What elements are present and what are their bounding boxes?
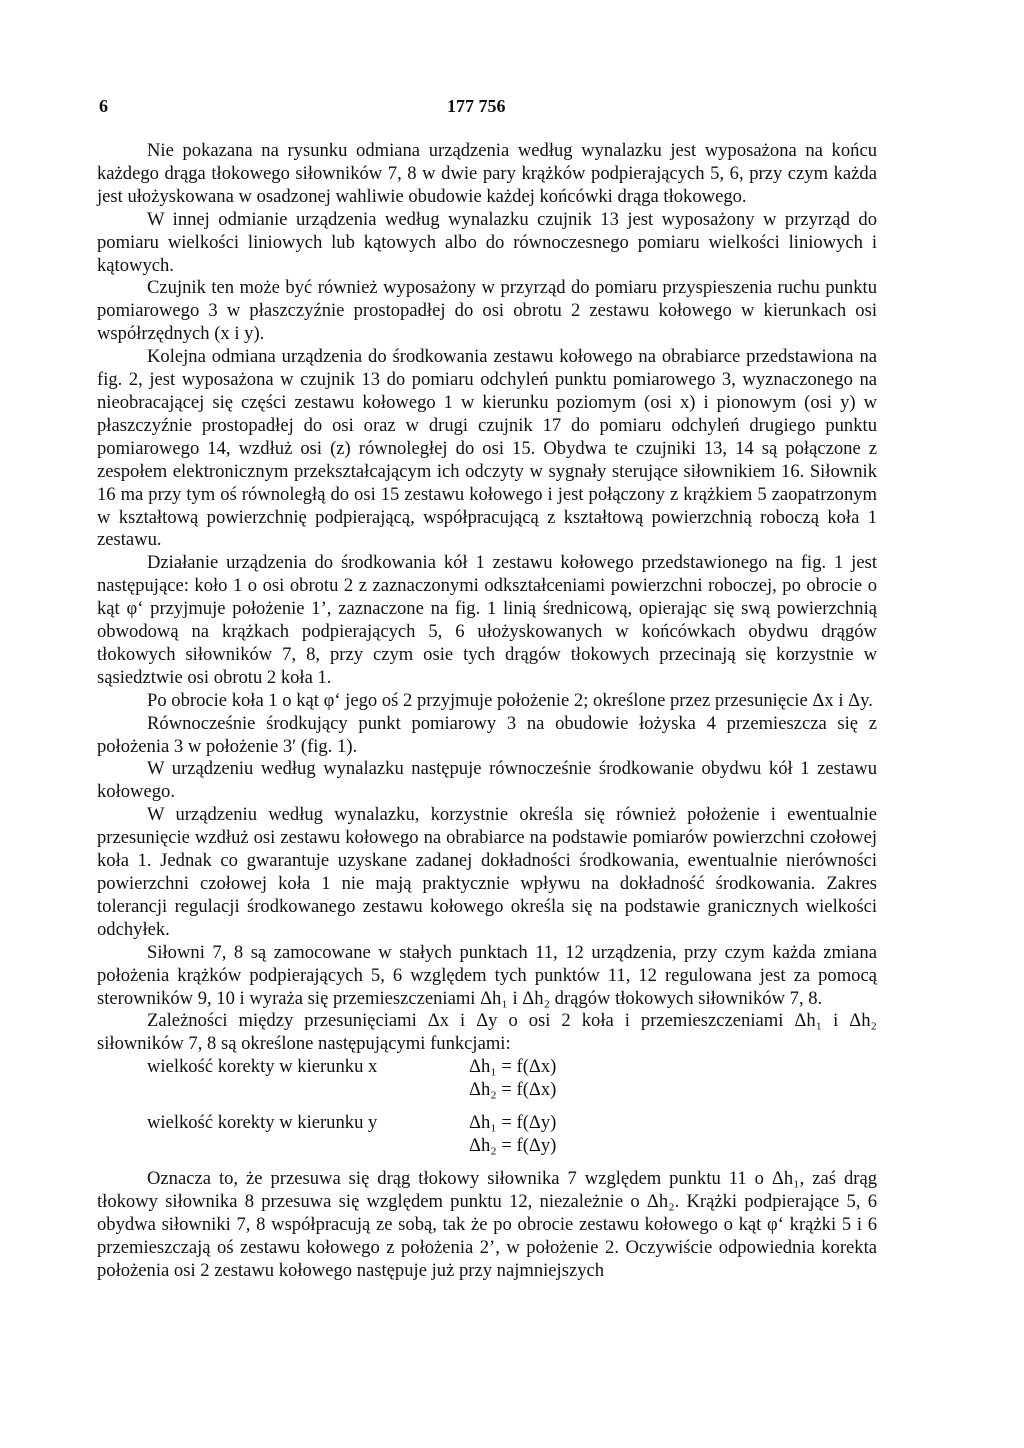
patent-number: 177 756 [447,96,506,116]
formula-expressions-x [469,1056,556,1102]
formula-expression: Δh₂ = f(Δx) [469,1079,557,1101]
paragraph: Zależności między przesunięciami Δx i Δy o osi 2 koła i przemieszczeniami Δh₁ i Δh₂ siłowników 7, 8 są określone następującymi funkcjami: [97,1010,877,1055]
paragraph: Czujnik ten może być również wyposażony w przyrząd do pomiaru przyspieszenia ruchu punktu pomiarowego 3 w płaszczyźnie prostopadłej do osi obrotu 2 zestawu kołowego w kierunkach osi współrzędnych (x i y). [97,277,877,345]
paragraph: W urządzeniu według wynalazku, korzystnie określa się również położenie i ewentualnie przesunięcie wzdłuż osi zestawu kołowego na obrabiarce na podstawie pomiarów powierzchni czołowej koła 1. Jednak co gwarantuje uzyskane zadanej dokładności środkowania, ewentualnie nierówności powierzchni czołowej koła 1 nie mają praktycznie wpływu na dokładność środkowania. Zakres tolerancji regulacji środkowanego zestawu kołowego określa się na podstawie granicznych wielkości odchyłek. [97,804,877,940]
paragraph: Nie pokazana na rysunku odmiana urządzenia według wynalazku jest wyposażona na końcu każdego drąga tłokowego siłowników 7, 8 w dwie pary krążków podpierających 5, 6, przy czym każda jest ułożyskowana w osadzonej wahliwie obudowie każdej końcówki drąga tłokowego. [97,140,877,207]
formula-label-y: wielkość korekty w kierunku y [147,1112,378,1134]
paragraph: Kolejna odmiana urządzenia do środkowania zestawu kołowego na obrabiarce przedstawiona na fig. 2, jest wyposażona w czujnik 13 do pomiaru odchyleń punktu pomiarowego 3, wyznaczonego na nieobracającej się części zestawu kołowego 1 w kierunku poziomym (osi x) i pionowym (osi y) w płaszczyźnie prostopadłej do osi oraz w drugi czujnik 17 do pomiaru odchyleń drugiego punktu pomiarowego 14, wzdłuż osi (z) równoległej do osi 15. Obydwa te czujniki 13, 14 są połączone z zespołem elektronicznym przekształcającym ich odczyty w sygnały sterujące siłownikiem 16. Siłownik 16 ma przy tym oś równoległą do osi 15 zestawu kołowego i jest połączony z krążkiem 5 zaopatrzonym w kształtową powierzchnię podpierającą, współpracującą z kształtową powierzchnią roboczą koła 1 zestawu. [97,346,877,551]
paragraph: Równocześnie środkujący punkt pomiarowy 3 na obudowie łożyska 4 przemieszcza się z położenia 3 w położenie 3′ (fig. 1). [97,712,877,757]
formula-expression: Δh₁ = f(Δy) [469,1112,557,1134]
page-number: 6 [99,96,108,116]
paragraph: Siłowni 7, 8 są zamocowane w stałych punktach 11, 12 urządzenia, przy czym każda zmiana położenia krążków podpierających 5, 6 względem tych punktów 11, 12 regulowana jest za pomocą sterowników 9, 10 i wyraża się przemieszczeniami Δh₁ i Δh₂ drągów tłokowych siłowników 7, 8. [97,941,877,1009]
formula-group-y [97,1112,877,1158]
formula-expressions-y [469,1112,556,1158]
formula-expression: Δh₂ = f(Δy) [469,1134,557,1156]
closing-paragraph: Oznacza to, że przesuwa się drąg tłokowy siłownika 7 względem punktu 11 o Δh₁, zaś drąg tłokowy siłownika 8 przesuwa się względem punktu 12, niezależnie o Δh₂. Krążki podpierające 5, 6 obydwa siłowniki 7, 8 współpracują ze sobą, tak że po obrocie zestawu kołowego o kąt φ‘ krążki 5 i 6 przemieszczają oś zestawu kołowego z położenia 2’, w położenie 2. Oczywiście odpowiednia korekta położenia osi 2 zestawu kołowego następuje już przy najmniejszych [97,1167,877,1281]
paragraph: Po obrocie koła 1 o kąt φ‘ jego oś 2 przyjmuje położenie 2; określone przez przesunięcie Δx i Δy. [147,689,873,711]
formula-expression: Δh₁ = f(Δx) [469,1056,557,1078]
body-text [97,140,877,1282]
paragraph: Działanie urządzenia do środkowania kół 1 zestawu kołowego przedstawionego na fig. 1 jest następujące: koło 1 o osi obrotu 2 z zaznaczonymi odkształceniami powierzchni roboczej, po obrocie o kąt φ‘ przyjmuje położenie 1’, zaznaczone na fig. 1 linią średnicową, opierając się swą powierzchnią obwodową na krążkach podpierających 5, 6 ułożyskowanych w końcówkach obydwu drągów tłokowych siłowników 7, 8, przy czym osie tych drągów tłokowych przecinają się korzystnie w sąsiedztwie osi obrotu 2 koła 1. [97,552,877,688]
paragraph: W innej odmianie urządzenia według wynalazku czujnik 13 jest wyposażony w przyrząd do pomiaru wielkości liniowych lub kątowych albo do równoczesnego pomiaru wielkości liniowych i kątowych. [97,208,877,276]
formula-group-x [97,1056,877,1102]
formula-block [97,1056,877,1158]
formula-label-x: wielkość korekty w kierunku x [147,1056,378,1078]
paragraph: W urządzeniu według wynalazku następuje równocześnie środkowanie obydwu kół 1 zestawu kołowego. [97,758,877,803]
